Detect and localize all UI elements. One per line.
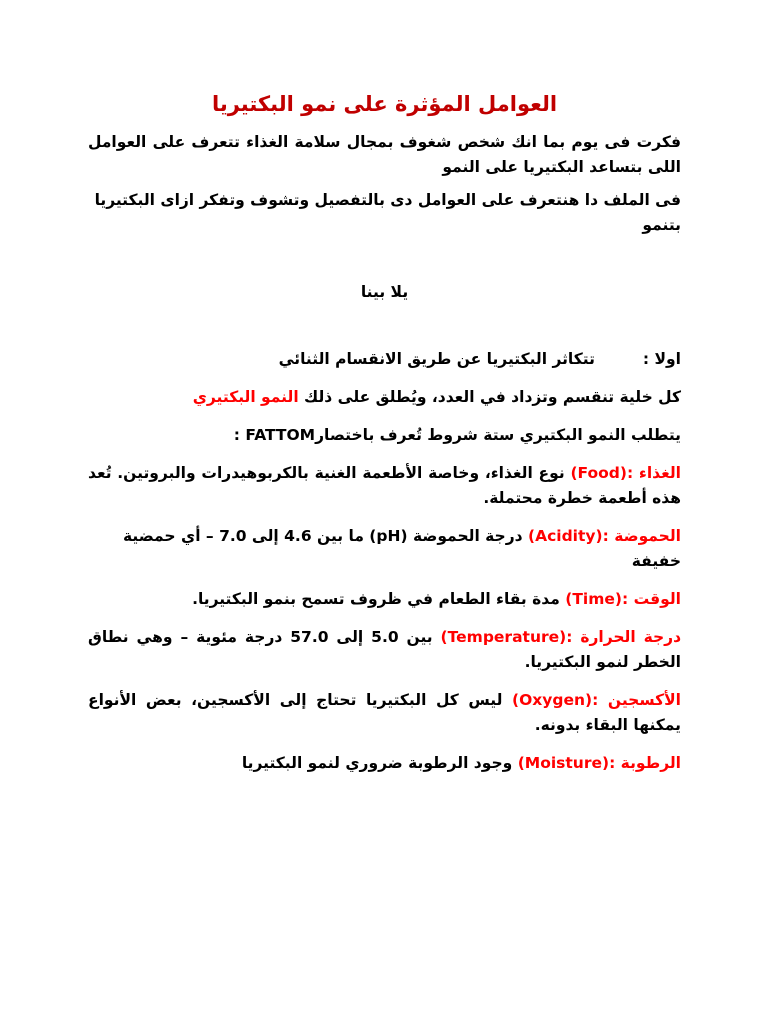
factor-text: درجة الحموضة (pH) ما بين 4.6 إلى 7.0 – أي حمضية خفيفة: [123, 527, 681, 570]
first-point-label: اولا :: [642, 350, 681, 368]
division-paragraph: [88, 385, 681, 410]
factor-text: وجود الرطوبة ضروري لنمو البكتيريا: [241, 754, 518, 772]
intro-paragraph-2: فى الملف دا هنتعرف على العوامل دى بالتفصيل وتشوف وتفكر ازاى البكتيريا بتنمو: [94, 191, 681, 234]
first-point: [88, 347, 681, 372]
factor-label: الرطوبة :(Moisture): [517, 754, 681, 772]
document-page: [88, 88, 681, 789]
fattom-paragraph: [88, 423, 681, 448]
factor-label: الغذاء :(Food): [570, 464, 681, 482]
factor-text: بين 5.0 إلى 57.0 درجة مئوية – وهي نطاق الخطر لنمو البكتيريا.: [88, 628, 681, 671]
factor-text: ليس كل البكتيريا تحتاج إلى الأكسجين، بعض الأنواع يمكنها البقاء بدونه.: [88, 691, 681, 734]
intro-paragraph-1: فكرت فى يوم بما انك شخص شغوف بمجال سلامة الغذاء تتعرف على العوامل اللى بتساعد البكتيريا على النمو: [88, 133, 681, 176]
factor-label: الوقت :(Time): [565, 590, 681, 608]
factor-label: درجة الحرارة :(Temperature): [440, 628, 682, 646]
factor-acidity: [88, 524, 681, 574]
division-text: كل خلية تنقسم وتزداد في العدد، ويُطلق على ذلك: [298, 388, 681, 406]
factor-label: الحموضة :(Acidity): [528, 527, 681, 545]
fattom-acronym: FATTOM :: [233, 426, 316, 444]
factor-label: الأكسجين :(Oxygen): [512, 691, 681, 709]
factor-oxygen: [88, 688, 681, 738]
first-point-text: تتكاثر البكتيريا عن طريق الانقسام الثنائي: [278, 350, 595, 368]
factor-food: [88, 461, 681, 511]
division-highlight: النمو البكتيري: [192, 388, 299, 406]
factor-text: مدة بقاء الطعام في ظروف تسمح بنمو البكتيريا.: [192, 590, 566, 608]
factor-moisture: [88, 751, 681, 776]
factor-text: نوع الغذاء، وخاصة الأطعمة الغنية بالكربوهيدرات والبروتين. تُعد هذه أطعمة خطرة محتملة.: [88, 464, 681, 507]
lets-go-line: يلا بينا: [360, 283, 409, 301]
factor-time: [88, 587, 681, 612]
document-title: العوامل المؤثرة على نمو البكتيريا: [211, 92, 558, 116]
fattom-intro: يتطلب النمو البكتيري ستة شروط تُعرف باختصار: [315, 426, 681, 444]
factor-temperature: [88, 625, 681, 675]
